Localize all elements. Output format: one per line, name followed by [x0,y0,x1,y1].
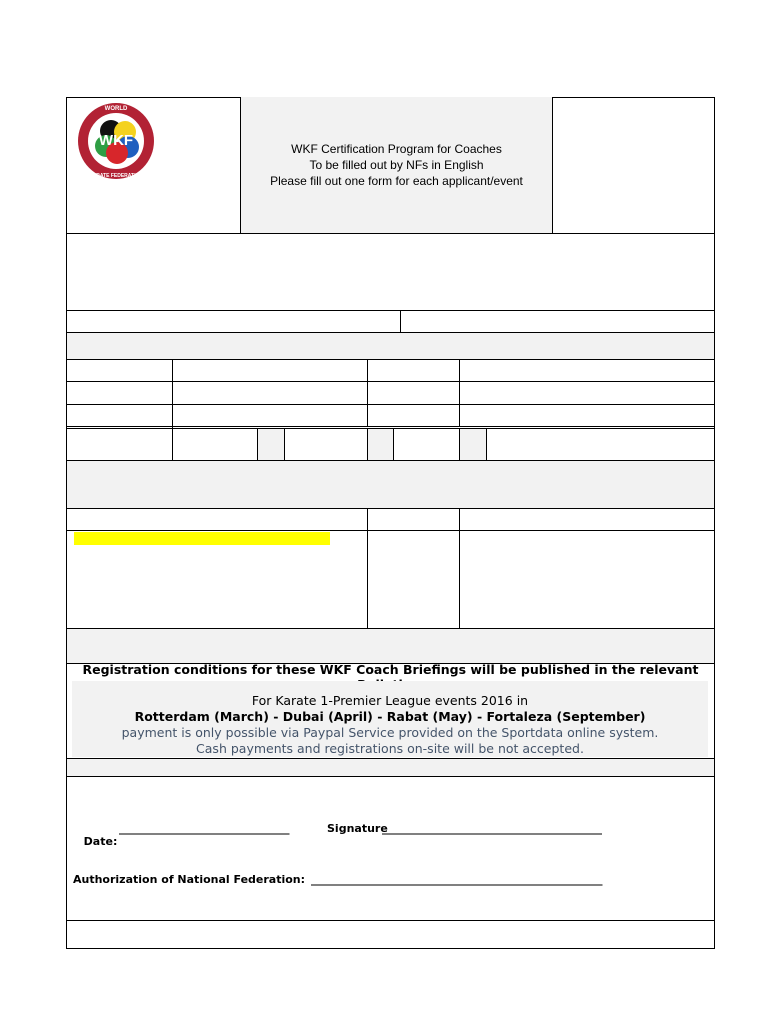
wkf-logo [72,101,161,180]
divider [367,359,368,426]
section-band-2 [67,461,714,508]
divider [66,460,715,461]
divider [459,359,460,426]
divider [172,359,173,460]
divider [400,310,401,332]
divider [552,97,553,233]
divider [393,428,394,460]
divider [66,381,715,382]
checkbox-cell-3[interactable] [460,428,486,460]
section-band-3 [67,629,714,663]
divider [367,428,368,460]
logo-bottom-text: KARATE FEDERATION [89,173,143,179]
authorization-field[interactable]: _____________________________________________________ [311,873,603,886]
highlighted-field[interactable] [74,532,330,545]
logo-center-text: WKF [98,132,134,149]
divider [284,428,285,460]
registration-notice: Registration conditions for these WKF Coach Briefings will be published in the relevant [82,662,699,677]
authorization-label: Authorization of National Federation: [73,873,306,886]
divider [66,428,715,429]
divider [459,428,460,460]
divider [66,233,715,234]
divider [459,508,460,628]
divider [367,508,368,628]
divider [66,310,715,311]
divider [66,920,715,921]
events-info-box [72,681,708,757]
divider [66,404,715,405]
events-list: Rotterdam (March) - Dubai (April) - Rabat (May) - Fortaleza (September) [134,709,646,724]
date-label: Date: [83,835,118,848]
form-header [241,97,552,233]
divider [66,530,715,531]
signature-label: Signature [327,822,388,835]
payment-line: payment is only possible via Paypal Service provided on the Sportdata online system. [121,725,659,740]
divider [66,628,715,629]
section-band-4 [67,759,714,776]
cash-line: Cash payments and registrations on-site will be not accepted. [196,741,584,756]
divider [66,508,715,509]
header-line-3: Please fill out one form for each applicant/event [270,174,523,188]
signature-field[interactable]: ________________________________________ [382,822,602,835]
divider [240,97,241,233]
divider [66,332,715,333]
logo-top-text: WORLD [104,106,128,112]
header-line-1: WKF Certification Program for Coaches [291,142,502,156]
section-band-1 [67,333,714,359]
divider [66,359,715,360]
events-intro: For Karate 1-Premier League events 2016 in [251,693,529,708]
checkbox-cell-2[interactable] [368,428,394,460]
divider [257,428,258,460]
checkbox-cell-1[interactable] [258,428,285,460]
divider [66,758,715,759]
date-field[interactable]: _______________________________ [119,822,290,835]
divider [66,776,715,777]
divider [66,426,715,427]
divider [486,428,487,460]
date-row [76,822,117,848]
header-line-2: To be filled out by NFs in English [309,158,484,172]
